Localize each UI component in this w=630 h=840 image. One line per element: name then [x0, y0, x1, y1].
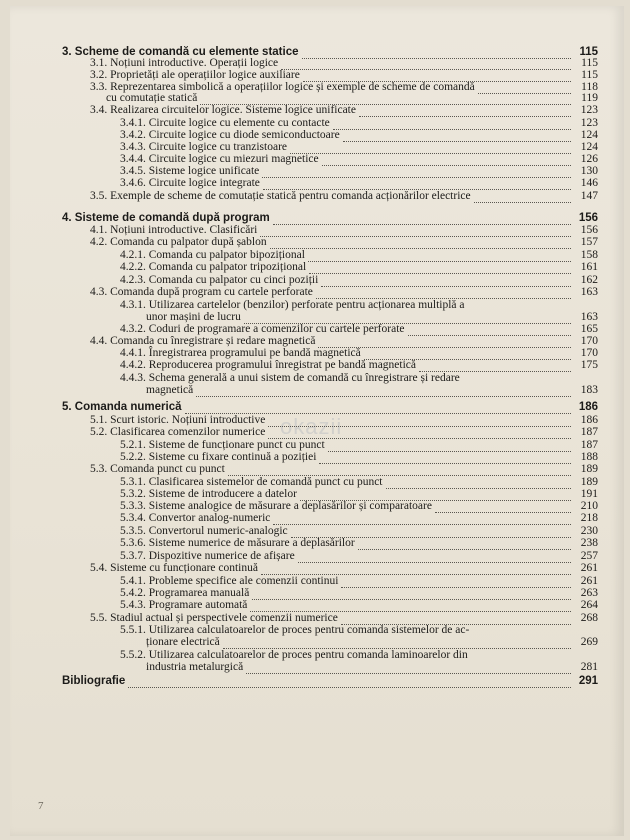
toc-entry-title: 3.4.2. Circuite logice cu diode semiconductoare	[120, 129, 340, 141]
toc-entry	[90, 463, 598, 476]
dot-leader	[270, 239, 571, 249]
toc-page-number: 218	[580, 512, 598, 524]
toc-entry-title: 5.5.1. Utilizarea calculatoarelor de proces pentru comanda sistemelor de ac-	[120, 624, 470, 636]
dot-leader	[263, 180, 571, 190]
toc-page-number: 238	[580, 537, 598, 549]
toc-entry-title: 4.4. Comanda cu înregistrare și redare magnetică	[90, 335, 316, 347]
toc-entry-title: 5.3.1. Clasificarea sistemelor de comandă punct cu punct	[120, 476, 383, 488]
toc-entry-title: 5.4.3. Programare automată	[120, 599, 248, 611]
dot-leader	[273, 515, 571, 525]
toc-entry	[146, 384, 598, 397]
toc-page-number: 165	[580, 323, 598, 335]
toc-entry-title: 5.5.2. Utilizarea calculatoarelor de proces pentru comanda laminoarelor din	[120, 649, 468, 661]
toc-page-number: 189	[580, 476, 598, 488]
toc-page-number: 268	[580, 612, 598, 624]
toc-entry	[120, 261, 598, 274]
toc-entry-title: 3.4. Realizarea circuitelor logice. Sisteme logice unificate	[90, 104, 356, 116]
toc-entry-title: 3. Scheme de comandă cu elemente statice	[62, 46, 299, 58]
toc-entry-title: 3.4.3. Circuite logice cu tranzistoare	[120, 141, 288, 153]
toc-page-number: 186	[580, 414, 598, 426]
toc-entry-title: 4. Sisteme de comandă după program	[62, 212, 270, 224]
toc-entry-title: 5.3. Comanda punct cu punct	[90, 463, 225, 475]
toc-entry	[146, 636, 598, 649]
dot-leader	[185, 404, 571, 414]
toc-entry	[90, 104, 598, 117]
toc-entry-title: unor mașini de lucru	[146, 311, 241, 323]
toc-entry-title: 4.4.1. Înregistrarea programului pe bandă magnetică	[120, 347, 361, 359]
toc-entry-title: 5.4.1. Probleme specifice ale comenzii continui	[120, 575, 339, 587]
dot-leader	[261, 565, 571, 575]
toc-page-number: 163	[580, 286, 598, 298]
dot-leader	[316, 289, 571, 299]
toc-page-number: 269	[580, 636, 598, 648]
toc-page-number: 170	[580, 347, 598, 359]
toc-entry	[90, 426, 598, 439]
toc-page-number: 119	[581, 92, 598, 104]
dot-leader	[419, 362, 571, 372]
toc-entry-title: 5.3.5. Convertorul numeric-analogic	[120, 525, 288, 537]
toc-entry-title: 5.2. Clasificarea comenzilor numerice	[90, 426, 266, 438]
toc-chapter-entry	[62, 675, 598, 688]
toc-page-number: 188	[580, 451, 598, 463]
toc-page-number: 130	[580, 165, 598, 177]
toc-page-number: 170	[580, 335, 598, 347]
toc-entry	[120, 177, 598, 190]
toc-entry-title: 5.2.1. Sisteme de funcționare punct cu punct	[120, 439, 325, 451]
toc-entry-title: 3.4.5. Sisteme logice unificate	[120, 165, 260, 177]
toc-page-number: 147	[580, 190, 598, 202]
toc-entry	[120, 599, 598, 612]
toc-entry-title: 4.3.2. Coduri de programare a comenzilor cu cartele perforate	[120, 323, 405, 335]
watermark: okazii	[280, 414, 343, 439]
dot-leader	[128, 678, 571, 688]
toc-entry-title: 3.4.4. Circuite logice cu miezuri magnetice	[120, 153, 319, 165]
toc-entry	[120, 537, 598, 550]
toc-page-number: 191	[580, 488, 598, 500]
toc-page-number: 115	[579, 46, 598, 58]
toc-entry-title: magnetică	[146, 384, 194, 396]
toc-page-number: 158	[580, 249, 598, 261]
dot-leader	[268, 429, 571, 439]
toc-entry-title: 3.5. Exemple de scheme de comutație statică pentru comanda acționărilor electrice	[90, 190, 471, 202]
toc-page-number: 291	[578, 675, 598, 687]
toc-entry	[90, 190, 598, 203]
toc-page-number: 123	[580, 104, 598, 116]
toc-entry-title: industria metalurgică	[146, 661, 244, 673]
toc-page-number: 157	[580, 236, 598, 248]
toc-entry-title: 5.5. Stadiul actual și perspectivele comenzii numerice	[90, 612, 338, 624]
toc-entry-title: 5.3.6. Sisteme numerice de măsurare a deplasărilor	[120, 537, 355, 549]
toc-page-number: 163	[580, 311, 598, 323]
toc-page-number: 162	[580, 274, 598, 286]
toc-page-number: 261	[580, 562, 598, 574]
page-mark: 7	[38, 800, 44, 812]
dot-leader	[359, 107, 571, 117]
toc-page-number: 230	[580, 525, 598, 537]
toc-page-number: 263	[580, 587, 598, 599]
toc-entry-title: 4.2.3. Comanda cu palpator cu cinci poziții	[120, 274, 319, 286]
toc-page-number: 118	[581, 81, 598, 93]
toc-entry-title: 3.4.1. Circuite logice cu elemente cu contacte	[120, 117, 330, 129]
toc-entry-title: 4.3.1. Utilizarea cartelelor (benzilor) perforate pentru acționarea multiplă a	[120, 299, 465, 311]
toc-entry-title: 5.3.3. Sisteme analogice de măsurare a deplasărilor și comparatoare	[120, 500, 432, 512]
dot-leader	[246, 664, 571, 674]
toc-entry-title: 5.3.2. Sisteme de introducere a datelor	[120, 488, 297, 500]
toc-entry-title: 5.3.4. Convertor analog-numeric	[120, 512, 271, 524]
toc-page-number: 264	[580, 599, 598, 611]
toc-page-number: 156	[578, 212, 598, 224]
toc-entry-title: ționare electrică	[146, 636, 220, 648]
toc-entry	[90, 562, 598, 575]
toc-page-number: 183	[580, 384, 598, 396]
toc-page-number: 146	[580, 177, 598, 189]
toc-page-number: 115	[581, 69, 598, 81]
toc-entry-title: 5. Comanda numerică	[62, 401, 182, 413]
toc-entry-title: 4.2. Comanda cu palpator după șablon	[90, 236, 267, 248]
toc-page-number: 124	[580, 141, 598, 153]
toc-entry-title: 5.3.7. Dispozitive numerice de afișare	[120, 550, 295, 562]
toc-entry-title: 4.4.2. Reproducerea programului înregistrat pe bandă magnetică	[120, 359, 417, 371]
dot-leader	[196, 387, 571, 397]
toc-entry	[120, 512, 598, 525]
toc-page-number: 126	[580, 153, 598, 165]
toc-entry-title: 4.4.3. Schema generală a unui sistem de comandă cu înregistrare și redare	[120, 372, 460, 384]
toc-page-number: 187	[580, 439, 598, 451]
dot-leader	[309, 264, 571, 274]
dot-leader	[223, 639, 571, 649]
toc-entry-title: 5.4. Sisteme cu funcționare continuă	[90, 562, 258, 574]
toc-page-number: 281	[580, 661, 598, 673]
dot-leader	[358, 540, 571, 550]
toc-entry-title: 3.4.6. Circuite logice integrate	[120, 177, 260, 189]
toc-entry-title: 5.1. Scurt istoric. Noțiuni introductive	[90, 414, 266, 426]
toc-entry-title: 5.2.2. Sisteme cu fixare continuă a poziției	[120, 451, 317, 463]
toc-page-number: 115	[581, 57, 598, 69]
toc-entry-title: 4.3. Comanda după program cu cartele perforate	[90, 286, 313, 298]
toc-page-number: 161	[580, 261, 598, 273]
toc-page-number: 123	[580, 117, 598, 129]
toc-entry-title: cu comutație statică	[106, 92, 198, 104]
toc-entry-title: 3.2. Proprietăți ale operațiilor logice auxiliare	[90, 69, 300, 81]
toc-entry-title: 3.3. Reprezentarea simbolică a operațiilor logice și exemple de scheme de comandă	[90, 81, 475, 93]
toc-chapter-entry	[62, 401, 598, 414]
dot-leader	[228, 466, 571, 476]
toc-entry-title: 4.2.1. Comanda cu palpator bipozițional	[120, 249, 305, 261]
toc-entry	[90, 286, 598, 299]
dot-leader	[250, 602, 571, 612]
toc-entry	[90, 236, 598, 249]
toc-page-number: 210	[580, 500, 598, 512]
toc-page-number: 261	[580, 575, 598, 587]
toc-page-number: 156	[580, 224, 598, 236]
toc-page-number: 186	[578, 401, 598, 413]
toc-entry-title: 4.1. Noțiuni introductive. Clasificări	[90, 224, 258, 236]
toc-entry-title: 3.1. Noțiuni introductive. Operații logice	[90, 57, 279, 69]
toc-entry-title: 4.2.2. Comanda cu palpator tripozițional	[120, 261, 307, 273]
dot-leader	[474, 193, 571, 203]
toc-entry-title: Bibliografie	[62, 675, 126, 687]
toc-page-number: 189	[580, 463, 598, 475]
toc-entry	[146, 661, 598, 674]
toc-entry-title: 5.4.2. Programarea manuală	[120, 587, 250, 599]
toc-page-number: 124	[580, 129, 598, 141]
toc-page-number: 257	[580, 550, 598, 562]
toc-page-number: 187	[580, 426, 598, 438]
toc-entry	[120, 359, 598, 372]
toc-page-number: 175	[580, 359, 598, 371]
